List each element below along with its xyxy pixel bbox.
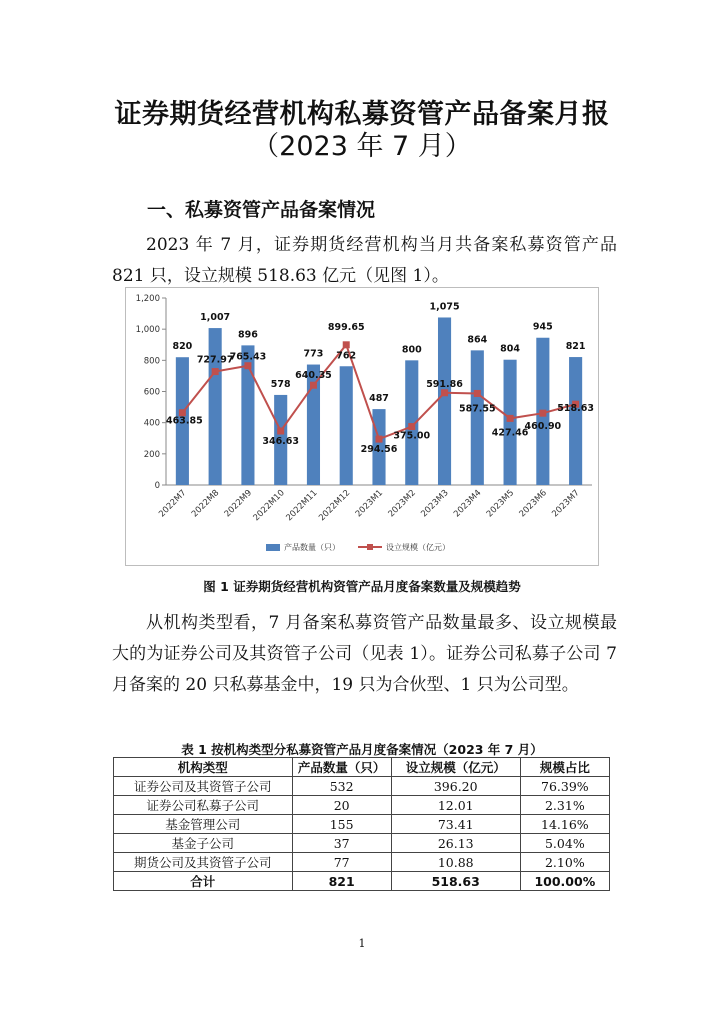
line-data-label: 591.86 (426, 378, 463, 390)
bar-data-label: 578 (270, 378, 291, 390)
line-point (310, 382, 317, 389)
line-data-label: 346.63 (262, 435, 300, 447)
table-cell: 73.41 (391, 815, 520, 834)
table-1 (113, 757, 610, 891)
figure-1-caption: 图 1 证券期货经营机构资管产品月度备案数量及规模趋势 (203, 579, 521, 594)
table-cell: 14.16% (520, 815, 609, 834)
table-row (114, 815, 610, 834)
table-cell: 期货公司及其资管子公司 (114, 853, 293, 872)
table-cell: 10.88 (391, 853, 520, 872)
chart-svg (126, 288, 598, 565)
bar (340, 366, 353, 485)
table-cell: 证券公司及其资管子公司 (114, 777, 293, 796)
x-tick-label: 2023M5 (484, 488, 517, 520)
line-point (343, 341, 350, 348)
bar-data-label: 821 (565, 341, 586, 353)
table-cell: 37 (292, 834, 391, 853)
line-data-label: 587.55 (458, 403, 496, 415)
x-tick-label: 2022M10 (251, 488, 287, 524)
table-row (114, 796, 610, 815)
line-data-label: 460.90 (524, 421, 562, 433)
table-header-row (114, 758, 610, 777)
table-cell: 396.20 (391, 777, 520, 796)
line-point (376, 436, 383, 443)
line-data-label: 899.65 (327, 321, 365, 333)
x-tick-label: 2023M6 (517, 488, 549, 520)
table-cell: 518.63 (391, 872, 520, 891)
table-cell: 12.01 (391, 796, 520, 815)
x-tick-label: 2023M3 (419, 488, 451, 520)
table-cell: 证券公司私募子公司 (114, 796, 293, 815)
section-heading: 一、私募资管产品备案情况 (147, 199, 376, 221)
x-tick-label: 2022M8 (189, 488, 222, 520)
bar-data-label: 773 (303, 348, 324, 360)
table-total-row (114, 872, 610, 891)
line-data-label: 375.00 (393, 430, 431, 442)
legend-bar-swatch (266, 544, 280, 551)
page-number: 1 (358, 937, 366, 950)
legend-line-marker (367, 544, 373, 550)
table-cell: 155 (292, 815, 391, 834)
line-data-label: 427.46 (491, 427, 529, 439)
line-point (212, 368, 219, 375)
table-cell: 基金管理公司 (114, 815, 293, 834)
table-cell: 26.13 (391, 834, 520, 853)
line-data-label: 518.63 (557, 403, 594, 415)
legend-line-label: 设立规模（亿元） (386, 543, 450, 552)
y-tick-label: 1,000 (135, 325, 160, 336)
bar (438, 317, 451, 485)
line-data-label: 727.97 (196, 354, 234, 366)
table-header-cell: 机构类型 (114, 758, 293, 777)
x-tick-label: 2023M2 (386, 488, 418, 520)
x-tick-label: 2022M7 (157, 488, 189, 520)
line-point (277, 427, 284, 434)
line-data-label: 463.85 (166, 415, 203, 427)
y-tick-label: 400 (143, 418, 160, 429)
x-tick-label: 2023M4 (452, 488, 484, 520)
x-tick-label: 2023M1 (353, 488, 386, 520)
table-cell: 532 (292, 777, 391, 796)
report-subtitle-date: （2023 年 7 月） (252, 131, 472, 162)
table-cell: 77 (292, 853, 391, 872)
bar-data-label: 804 (500, 343, 520, 355)
table-row (114, 777, 610, 796)
table-header-cell: 产品数量（只） (292, 758, 391, 777)
bar-data-label: 762 (336, 350, 357, 362)
table-1-caption: 表 1 按机构类型分私募资管产品月度备案情况（2023 年 7 月） (181, 742, 543, 757)
bar (569, 357, 582, 485)
table-cell: 基金子公司 (114, 834, 293, 853)
line-data-label: 294.56 (360, 444, 398, 456)
table-cell: 76.39% (520, 777, 609, 796)
line-data-label: 765.43 (229, 351, 267, 363)
table-cell: 821 (292, 872, 391, 891)
table-row (114, 834, 610, 853)
y-tick-label: 800 (143, 356, 160, 367)
x-tick-label: 2022M12 (317, 488, 353, 524)
table-cell: 100.00% (520, 872, 609, 891)
bar-data-label: 820 (172, 341, 193, 353)
paragraph-summary: 2023 年 7 月，证券期货经营机构当月共备案私募资管产品 821 只，设立规模 518.63 亿元（见图 1）。 (112, 235, 617, 286)
table-cell: 20 (292, 796, 391, 815)
bar (471, 350, 484, 485)
line-data-label: 640.35 (295, 370, 332, 382)
bar-data-label: 945 (532, 321, 553, 333)
bar-data-label: 800 (401, 344, 422, 356)
line-point (474, 390, 481, 397)
y-tick-label: 0 (154, 481, 160, 491)
y-tick-label: 200 (143, 449, 160, 460)
x-tick-label: 2022M9 (222, 488, 255, 520)
line-point (539, 410, 546, 417)
figure-1-chart (125, 287, 599, 566)
line-point (244, 362, 251, 369)
table-cell: 合计 (114, 872, 293, 891)
bar-data-label: 1,007 (200, 312, 231, 324)
line-point (408, 423, 415, 430)
bar-data-label: 1,075 (429, 301, 460, 313)
bar (209, 328, 222, 485)
legend-bar-label: 产品数量（只） (284, 543, 340, 552)
bar (504, 360, 517, 485)
x-tick-label: 2022M11 (284, 488, 320, 524)
y-tick-label: 600 (143, 387, 160, 398)
y-tick-label: 1,200 (135, 294, 160, 304)
report-title: 证券期货经营机构私募资管产品备案月报 (114, 99, 610, 130)
x-tick-label: 2023M7 (550, 488, 582, 520)
line-point (507, 415, 514, 422)
table-header-cell: 规模占比 (520, 758, 609, 777)
table-cell: 5.04% (520, 834, 609, 853)
bar-data-label: 864 (467, 334, 488, 346)
paragraph-institution-type: 从机构类型看，7 月备案私募资管产品数量最多、设立规模最大的为证券公司及其资管子公司（见表 1）。证券公司私募子公司 7 月备案的 20 只私募基金中，19 只为合伙型、1 只为公司型。 (112, 613, 617, 695)
bar-data-label: 487 (369, 393, 389, 405)
table-cell: 2.10% (520, 853, 609, 872)
bar-data-label: 896 (238, 329, 258, 341)
line-point (441, 389, 448, 396)
table-header-cell: 设立规模（亿元） (391, 758, 520, 777)
table-row (114, 853, 610, 872)
table-cell: 2.31% (520, 796, 609, 815)
